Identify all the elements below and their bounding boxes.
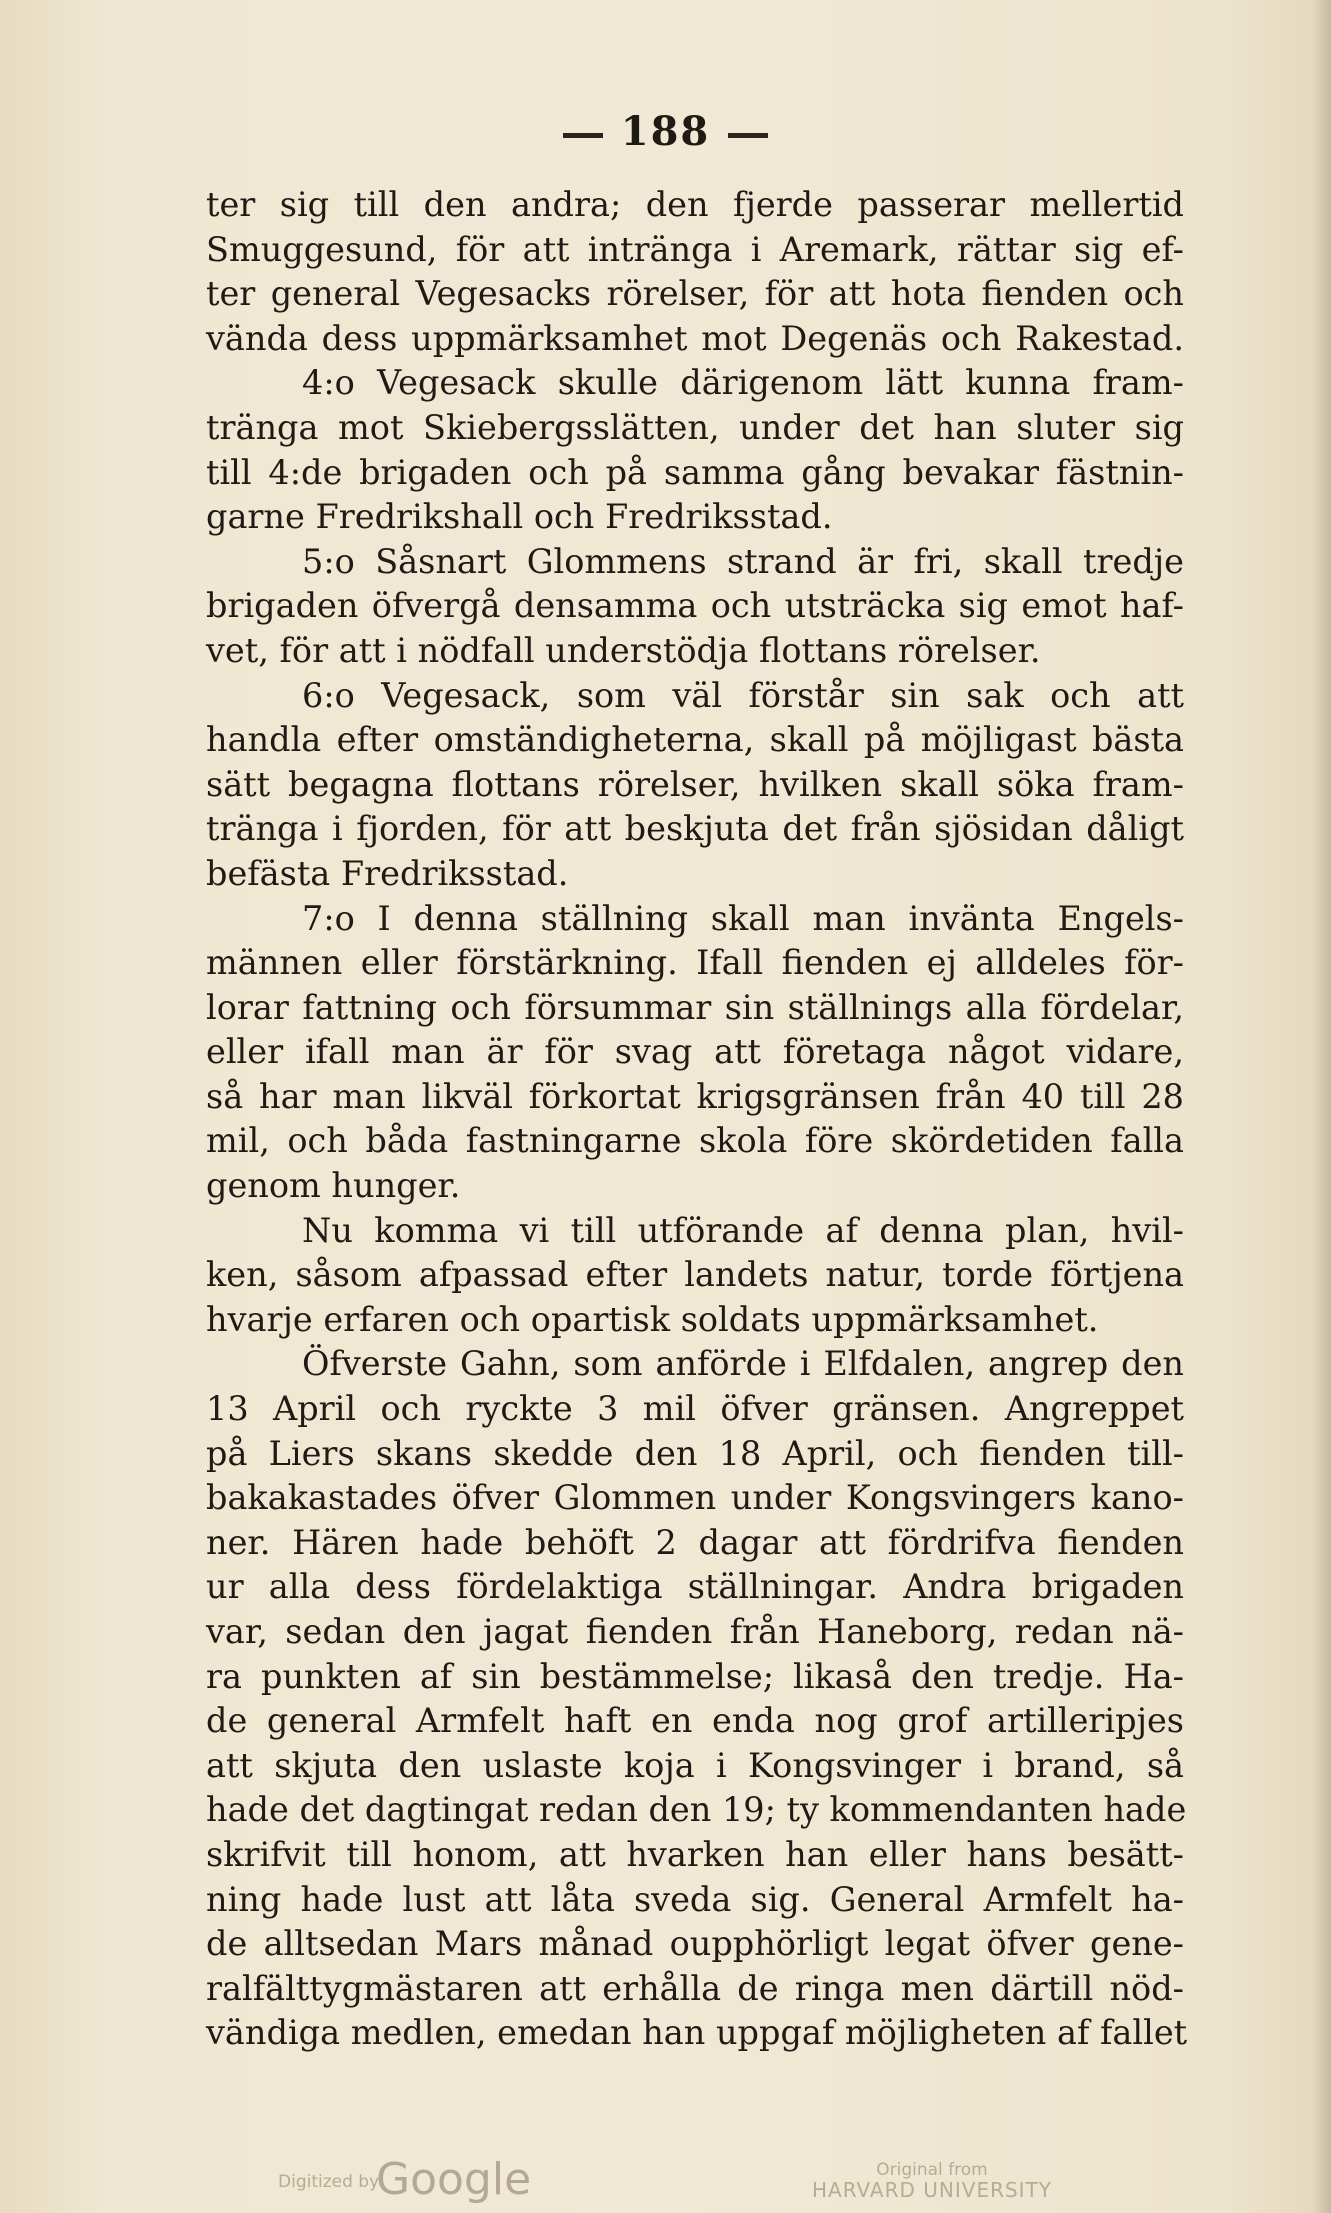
text-line: 13 April och ryckte 3 mil öfver gränsen. Angreppet xyxy=(206,1389,1184,1429)
text-line: vända dess uppmärksamhet mot Degenäs och Rakestad. xyxy=(206,318,1184,358)
text-line: på Liers skans skedde den 18 April, och fienden till- xyxy=(206,1433,1184,1473)
digitization-footer xyxy=(0,2154,1331,2210)
text-line: mil, och båda fastningarne skola före skördetiden falla xyxy=(206,1121,1184,1161)
original-from-label: Original from xyxy=(876,2160,988,2180)
text-line: eller ifall man är för svag att företaga något vidare, xyxy=(206,1032,1184,1072)
text-line: Smuggesund, för att intränga i Aremark, rättar sig ef- xyxy=(206,229,1184,269)
text-line: ner. Hären hade behöft 2 dagar att fördrifva fienden xyxy=(206,1522,1184,1562)
text-line: ralfälttygmästaren att erhålla de ringa men därtill nöd- xyxy=(206,1968,1184,2008)
text-line: 6:o Vegesack, som väl förstår sin sak och att xyxy=(302,675,1184,715)
body-text xyxy=(206,183,1188,2056)
text-line: genom hunger. xyxy=(206,1166,461,1206)
text-line: lorar fattning och försummar sin ställnings alla fördelar, xyxy=(206,987,1184,1027)
text-line: ter general Vegesacks rörelser, för att hota fienden och xyxy=(206,274,1184,314)
text-line: garne Fredrikshall och Fredriksstad. xyxy=(206,497,833,537)
digitized-by-label: Digitized by xyxy=(278,2172,380,2192)
page-edge-shadow xyxy=(1313,0,1331,2213)
text-line: de general Armfelt haft en enda nog grof artilleripjes xyxy=(206,1701,1184,1741)
page-header xyxy=(0,108,1331,155)
text-line: befästa Fredriksstad. xyxy=(206,853,569,893)
text-line: bakakastades öfver Glommen under Kongsvingers kano- xyxy=(206,1478,1184,1518)
text-line: ken, såsom afpassad efter landets natur, torde förtjena xyxy=(206,1255,1184,1295)
text-line: tränga i fjorden, för att beskjuta det från sjösidan dåligt xyxy=(206,809,1184,849)
text-line: 7:o I denna ställning skall man invänta Engels- xyxy=(302,898,1184,938)
text-line: hade det dagtingat redan den 19; ty kommendanten hade xyxy=(206,1790,1187,1830)
text-line: så har man likväl förkortat krigsgränsen från 40 till 28 xyxy=(206,1076,1184,1116)
text-line: handla efter omständigheterna, skall på möjligast bästa xyxy=(206,720,1184,760)
text-line: sätt begagna flottans rörelser, hvilken skall söka fram- xyxy=(206,764,1184,804)
header-dash-right xyxy=(728,133,768,138)
text-line: brigaden öfvergå densamma och utsträcka sig emot haf- xyxy=(206,586,1184,626)
page-number: 188 xyxy=(620,108,711,155)
text-line: Öfverste Gahn, som anförde i Elfdalen, angrep den xyxy=(302,1344,1184,1384)
google-logo: Google xyxy=(376,2154,532,2205)
text-line: 5:o Såsnart Glommens strand är fri, skall tredje xyxy=(302,541,1184,581)
header-dash-left xyxy=(563,133,603,138)
text-line: ur alla dess fördelaktiga ställningar. Andra brigaden xyxy=(206,1567,1184,1607)
text-line: till 4:de brigaden och på samma gång bevakar fästnin- xyxy=(206,452,1184,492)
original-from-block xyxy=(812,2160,1052,2200)
text-line: ra punkten af sin bestämmelse; likaså den tredje. Ha- xyxy=(206,1656,1184,1696)
text-line: ning hade lust att låta sveda sig. General Armfelt ha- xyxy=(206,1879,1184,1919)
text-line: vet, för att i nödfall understödja flottans rörelser. xyxy=(206,630,1041,670)
text-line: ter sig till den andra; den fjerde passerar mellertid xyxy=(206,185,1184,224)
text-line: tränga mot Skiebergsslätten, under det han sluter sig xyxy=(206,407,1184,447)
text-line: skrifvit till honom, att hvarken han eller hans besätt- xyxy=(206,1834,1184,1874)
text-line: hvarje erfaren och opartisk soldats uppmärksamhet. xyxy=(206,1299,1099,1339)
text-line: vändiga medlen, emedan han uppgaf möjligheten af fallet xyxy=(206,2013,1188,2053)
text-line: Nu komma vi till utförande af denna plan, hvil- xyxy=(302,1210,1184,1250)
text-line: var, sedan den jagat fienden från Haneborg, redan nä- xyxy=(206,1612,1184,1651)
text-line: männen eller förstärkning. Ifall fienden ej alldeles för- xyxy=(206,943,1184,983)
institution-name: HARVARD UNIVERSITY xyxy=(812,2178,1053,2202)
text-line: 4:o Vegesack skulle därigenom lätt kunna fram- xyxy=(302,363,1184,403)
text-line: de alltsedan Mars månad oupphörligt legat öfver gene- xyxy=(206,1924,1184,1964)
text-line: att skjuta den uslaste koja i Kongsvinger i brand, så xyxy=(206,1745,1184,1785)
